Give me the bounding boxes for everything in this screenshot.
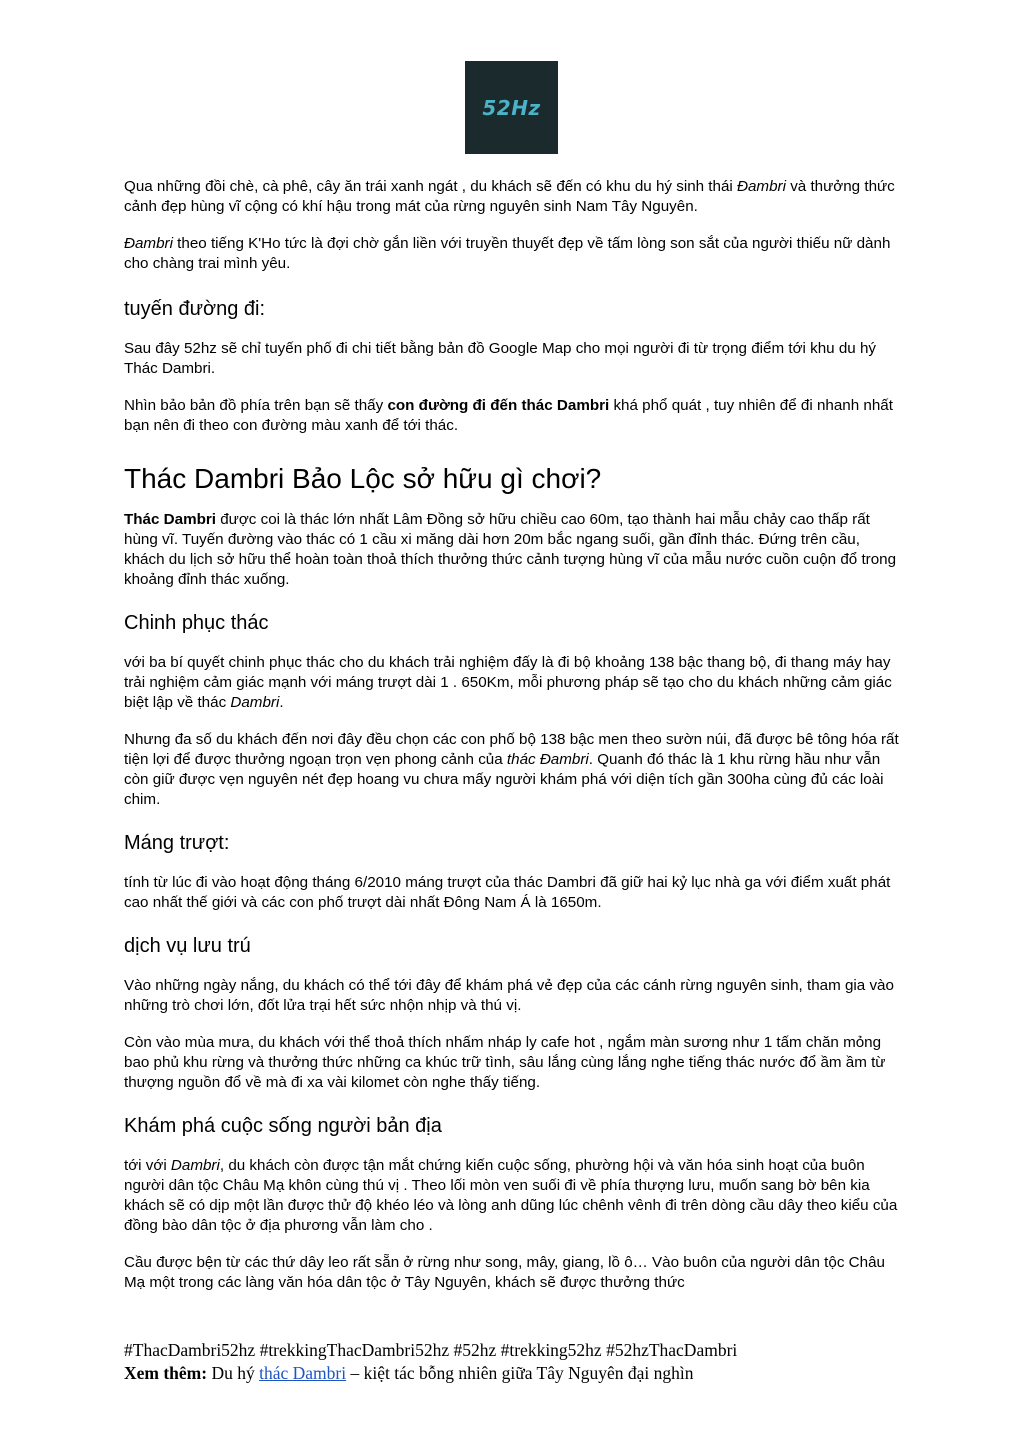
text: Du hý: [207, 1363, 260, 1383]
text: Nhưng đa số du khách đến nơi đây đều chọn các con phố bộ 138 bậc men theo sườn núi, đã được bê tông hóa rất tiện lợi để được thưởng ngoạn trọn vẹn phong cảnh của: [124, 731, 899, 768]
map-paragraph: [124, 396, 900, 436]
article-body: [124, 177, 900, 1293]
page-footer: [124, 1339, 1004, 1385]
emphasis: Dambri: [170, 1157, 220, 1174]
text: tới với: [124, 1157, 171, 1174]
text: .: [279, 694, 284, 711]
see-more-line: [124, 1362, 1004, 1385]
text: – kiệt tác bỗng nhiên giữa Tây Nguyên đại nghìn: [346, 1363, 694, 1383]
text: theo tiếng K'Ho tức là đợi chờ gắn liền với truyền thuyết đẹp về tấm lòng son sắt của người thiếu nữ dành cho chàng trai mình yêu.: [124, 235, 891, 272]
slide-paragraph: tính từ lúc đi vào hoạt động tháng 6/2010 máng trượt của thác Dambri đã giữ hai kỷ lục nhà ga với điểm xuất phát cao nhất thế giới và các con phố trượt dài nhất Đông Nam Á là 1650m.: [124, 874, 891, 911]
heading-slide: Máng trượt:: [124, 832, 230, 854]
site-logo: [465, 61, 558, 154]
text: , du khách còn được tận mắt chứng kiến cuộc sống, phường hội và văn hóa sinh hoạt của buôn người dân tộc Châu Mạ khôn cùng thú vị . Theo lối mòn ven suối đi về phía thượng lưu, muốn sang bờ bên kia khách sẽ có dịp một lần được thử độ khéo léo và lòng anh dũng lúc chênh vênh đi trên dòng cầu dây theo kiểu của đồng bào dân tộc ở địa phương vẫn làm cho .: [124, 1157, 898, 1234]
intro-paragraph: [124, 177, 900, 217]
bridge-paragraph: Cầu được bện từ các thứ dây leo rất sẵn ở rừng như song, mây, giang, lồ ô… Vào buôn của người dân tộc Châu Mạ một trong các làng văn hóa dân tộc ở Tây Nguyên, khách sẽ được thưởng thức: [124, 1254, 885, 1291]
emphasis: Đambri: [737, 178, 786, 195]
see-more-label: Xem thêm:: [124, 1363, 208, 1383]
text: và thưởng thức cảnh đẹp hùng vĩ cộng có khí hậu trong mát của rừng nguyên sinh Nam Tây Nguyên.: [124, 178, 895, 215]
text: được coi là thác lớn nhất Lâm Đồng sở hữu chiều cao 60m, tạo thành hai mẫu chảy cao thấp rất hùng vĩ. Tuyến đường vào thác có 1 cầu xi măng dài hơn 20m bắc ngang suối, gần đỉnh thác. Đứng trên cầu, khách du lịch sở hữu thể hoàn toàn thoả thích thưởng thức cảnh tượng hùng vĩ của mẫu nước cuồn cuộn đổ trong khoảng đỉnh thác xuống.: [124, 511, 897, 588]
heading-local: Khám phá cuộc sống người bản địa: [124, 1115, 442, 1137]
text: với ba bí quyết chinh phục thác cho du khách trải nghiệm đấy là đi bộ khoảng 138 bậc thang bộ, đi thang máy hay trải nghiệm cảm giác mạnh với máng trượt dài 1 . 650Km, mỗi phương pháp sẽ tạo cho du khách những cảm giác biệt lập về thác: [124, 654, 892, 711]
waterfall-paragraph: [124, 510, 900, 590]
rainy-paragraph: Còn vào mùa mưa, du khách với thể thoả thích nhấm nháp ly cafe hot , ngắm màn sương như 1 tấm chăn mỏng bao phủ khu rừng và thưởng thức những ca khúc trữ tình, sâu lắng cùng lắng nghe tiếng thác nước đổ ầm ầm từ thượng nguồn đổ về mà đi xa vài kilomet còn nghe thấy tiếng.: [124, 1034, 886, 1091]
conquer-paragraph: [124, 653, 900, 713]
route-paragraph: Sau đây 52hz sẽ chỉ tuyến phố đi chi tiết bằng bản đồ Google Map cho mọi người đi từ trọng điểm tới khu du hý Thác Dambri.: [124, 340, 876, 377]
logo-text: 52Hz: [482, 95, 541, 120]
bold-text: con đường đi đến thác Dambri: [387, 397, 610, 414]
sunny-paragraph: Vào những ngày nắng, du khách có thể tới đây để khám phá vẻ đẹp của các cánh rừng nguyên sinh, tham gia vào những trò chơi lớn, đốt lửa trại hết sức nhộn nhịp và thú vị.: [124, 977, 894, 1014]
heading-conquer: Chinh phục thác: [124, 612, 269, 634]
text: khá phổ quát , tuy nhiên để đi nhanh nhất bạn nên đi theo con đường màu xanh để tới thác.: [124, 397, 893, 434]
emphasis: thác Đambri: [506, 751, 589, 768]
name-meaning-paragraph: [124, 234, 900, 274]
local-paragraph: [124, 1156, 900, 1236]
text: Nhìn bảo bản đồ phía trên bạn sẽ thấy: [124, 397, 388, 414]
heading-main: Thác Dambri Bảo Lộc sở hữu gì chơi?: [124, 463, 602, 494]
steps-paragraph: [124, 730, 900, 810]
heading-stay: dịch vụ lưu trú: [124, 935, 251, 957]
text: . Quanh đó thác là 1 khu rừng hầu như vẫn còn giữ được vẹn nguyên nét đẹp hoang vu chưa mấy người khám phá với diện tích gần 300ha cùng đủ các loài chim.: [124, 751, 884, 808]
bold-text: Thác Dambri: [124, 511, 216, 528]
hashtags: #ThacDambri52hz #trekkingThacDambri52hz #52hz #trekking52hz #52hzThacDambri: [124, 1340, 738, 1360]
emphasis: Dambri: [230, 694, 280, 711]
emphasis: Đambri: [124, 235, 173, 252]
text: Qua những đồi chè, cà phê, cây ăn trái xanh ngát , du khách sẽ đến có khu du hý sinh thái: [124, 178, 738, 195]
dambri-link[interactable]: thác Dambri: [259, 1363, 347, 1383]
heading-route: tuyến đường đi:: [124, 298, 266, 320]
